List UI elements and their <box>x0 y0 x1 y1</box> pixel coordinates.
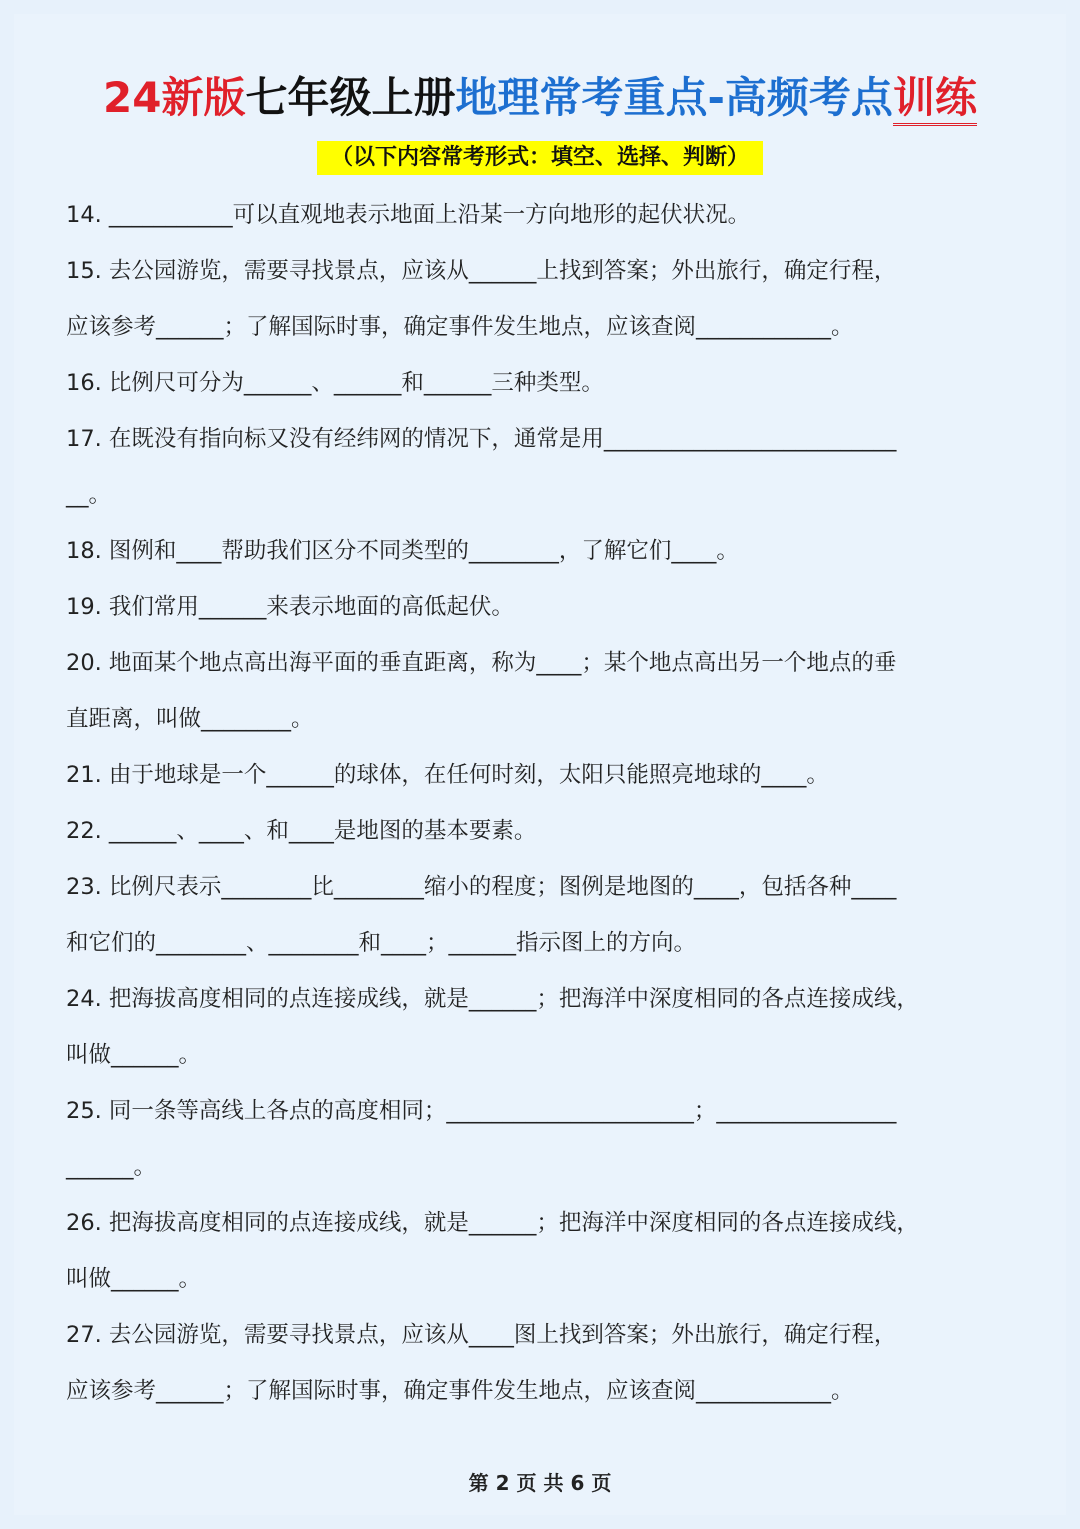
subtitle-wrapper <box>0 141 1080 175</box>
question-23-line2: 和它们的________、________和____；______指示图上的方向。 <box>66 930 697 956</box>
title-part-training: 训练 <box>893 73 977 126</box>
question-20-line2: 直距离，叫做________。 <box>66 706 314 732</box>
question-25-line1: 25. 同一条等高线上各点的高度相同；______________________；________________ <box>66 1098 897 1124</box>
page-title <box>0 68 1080 128</box>
question-27-line1: 27. 去公园游览，需要寻找景点，应该从____图上找到答案；外出旅行，确定行程， <box>66 1322 897 1348</box>
title-part-grade: 七年级上册 <box>245 73 456 122</box>
question-17-line1: 17. 在既没有指向标又没有经纬网的情况下，通常是用__________________________ <box>66 426 897 452</box>
question-27-line2: 应该参考______；了解国际时事，确定事件发生地点，应该查阅____________。 <box>66 1378 854 1404</box>
page-number: 第 2 页 共 6 页 <box>468 1471 612 1495</box>
question-24-line2: 叫做______。 <box>66 1042 202 1068</box>
title-part-subject: 地理常考重点-高频考点 <box>455 73 893 122</box>
question-16: 16. 比例尺可分为______、______和______三种类型。 <box>66 370 604 396</box>
question-15-line2: 应该参考______；了解国际时事，确定事件发生地点，应该查阅____________。 <box>66 314 854 340</box>
question-26-line2: 叫做______。 <box>66 1266 202 1292</box>
title-part-edition: 24新版 <box>103 73 246 122</box>
question-18: 18. 图例和____帮助我们区分不同类型的________，了解它们____。 <box>66 538 739 564</box>
question-14: 14. ___________可以直观地表示地面上沿某一方向地形的起伏状况。 <box>66 202 751 228</box>
question-24-line1: 24. 把海拔高度相同的点连接成线，就是______；把海洋中深度相同的各点连接成线， <box>66 986 919 1012</box>
subtitle-banner: （以下内容常考形式：填空、选择、判断） <box>317 141 763 175</box>
question-15-line1: 15. 去公园游览，需要寻找景点，应该从______上找到答案；外出旅行，确定行程， <box>66 258 897 284</box>
question-19: 19. 我们常用______来表示地面的高低起伏。 <box>66 594 514 620</box>
question-17-line2: __。 <box>66 482 112 508</box>
question-21: 21. 由于地球是一个______的球体，在任何时刻，太阳只能照亮地球的____。 <box>66 762 829 788</box>
question-20-line1: 20. 地面某个地点高出海平面的垂直距离，称为____；某个地点高出另一个地点的垂 <box>66 650 897 676</box>
question-25-line2: ______。 <box>66 1154 157 1180</box>
question-23-line1: 23. 比例尺表示________比________缩小的程度；图例是地图的____，包括各种____ <box>66 874 897 900</box>
question-22: 22. ______、____、和____是地图的基本要素。 <box>66 818 537 844</box>
question-26-line1: 26. 把海拔高度相同的点连接成线，就是______；把海洋中深度相同的各点连接成线， <box>66 1210 919 1236</box>
